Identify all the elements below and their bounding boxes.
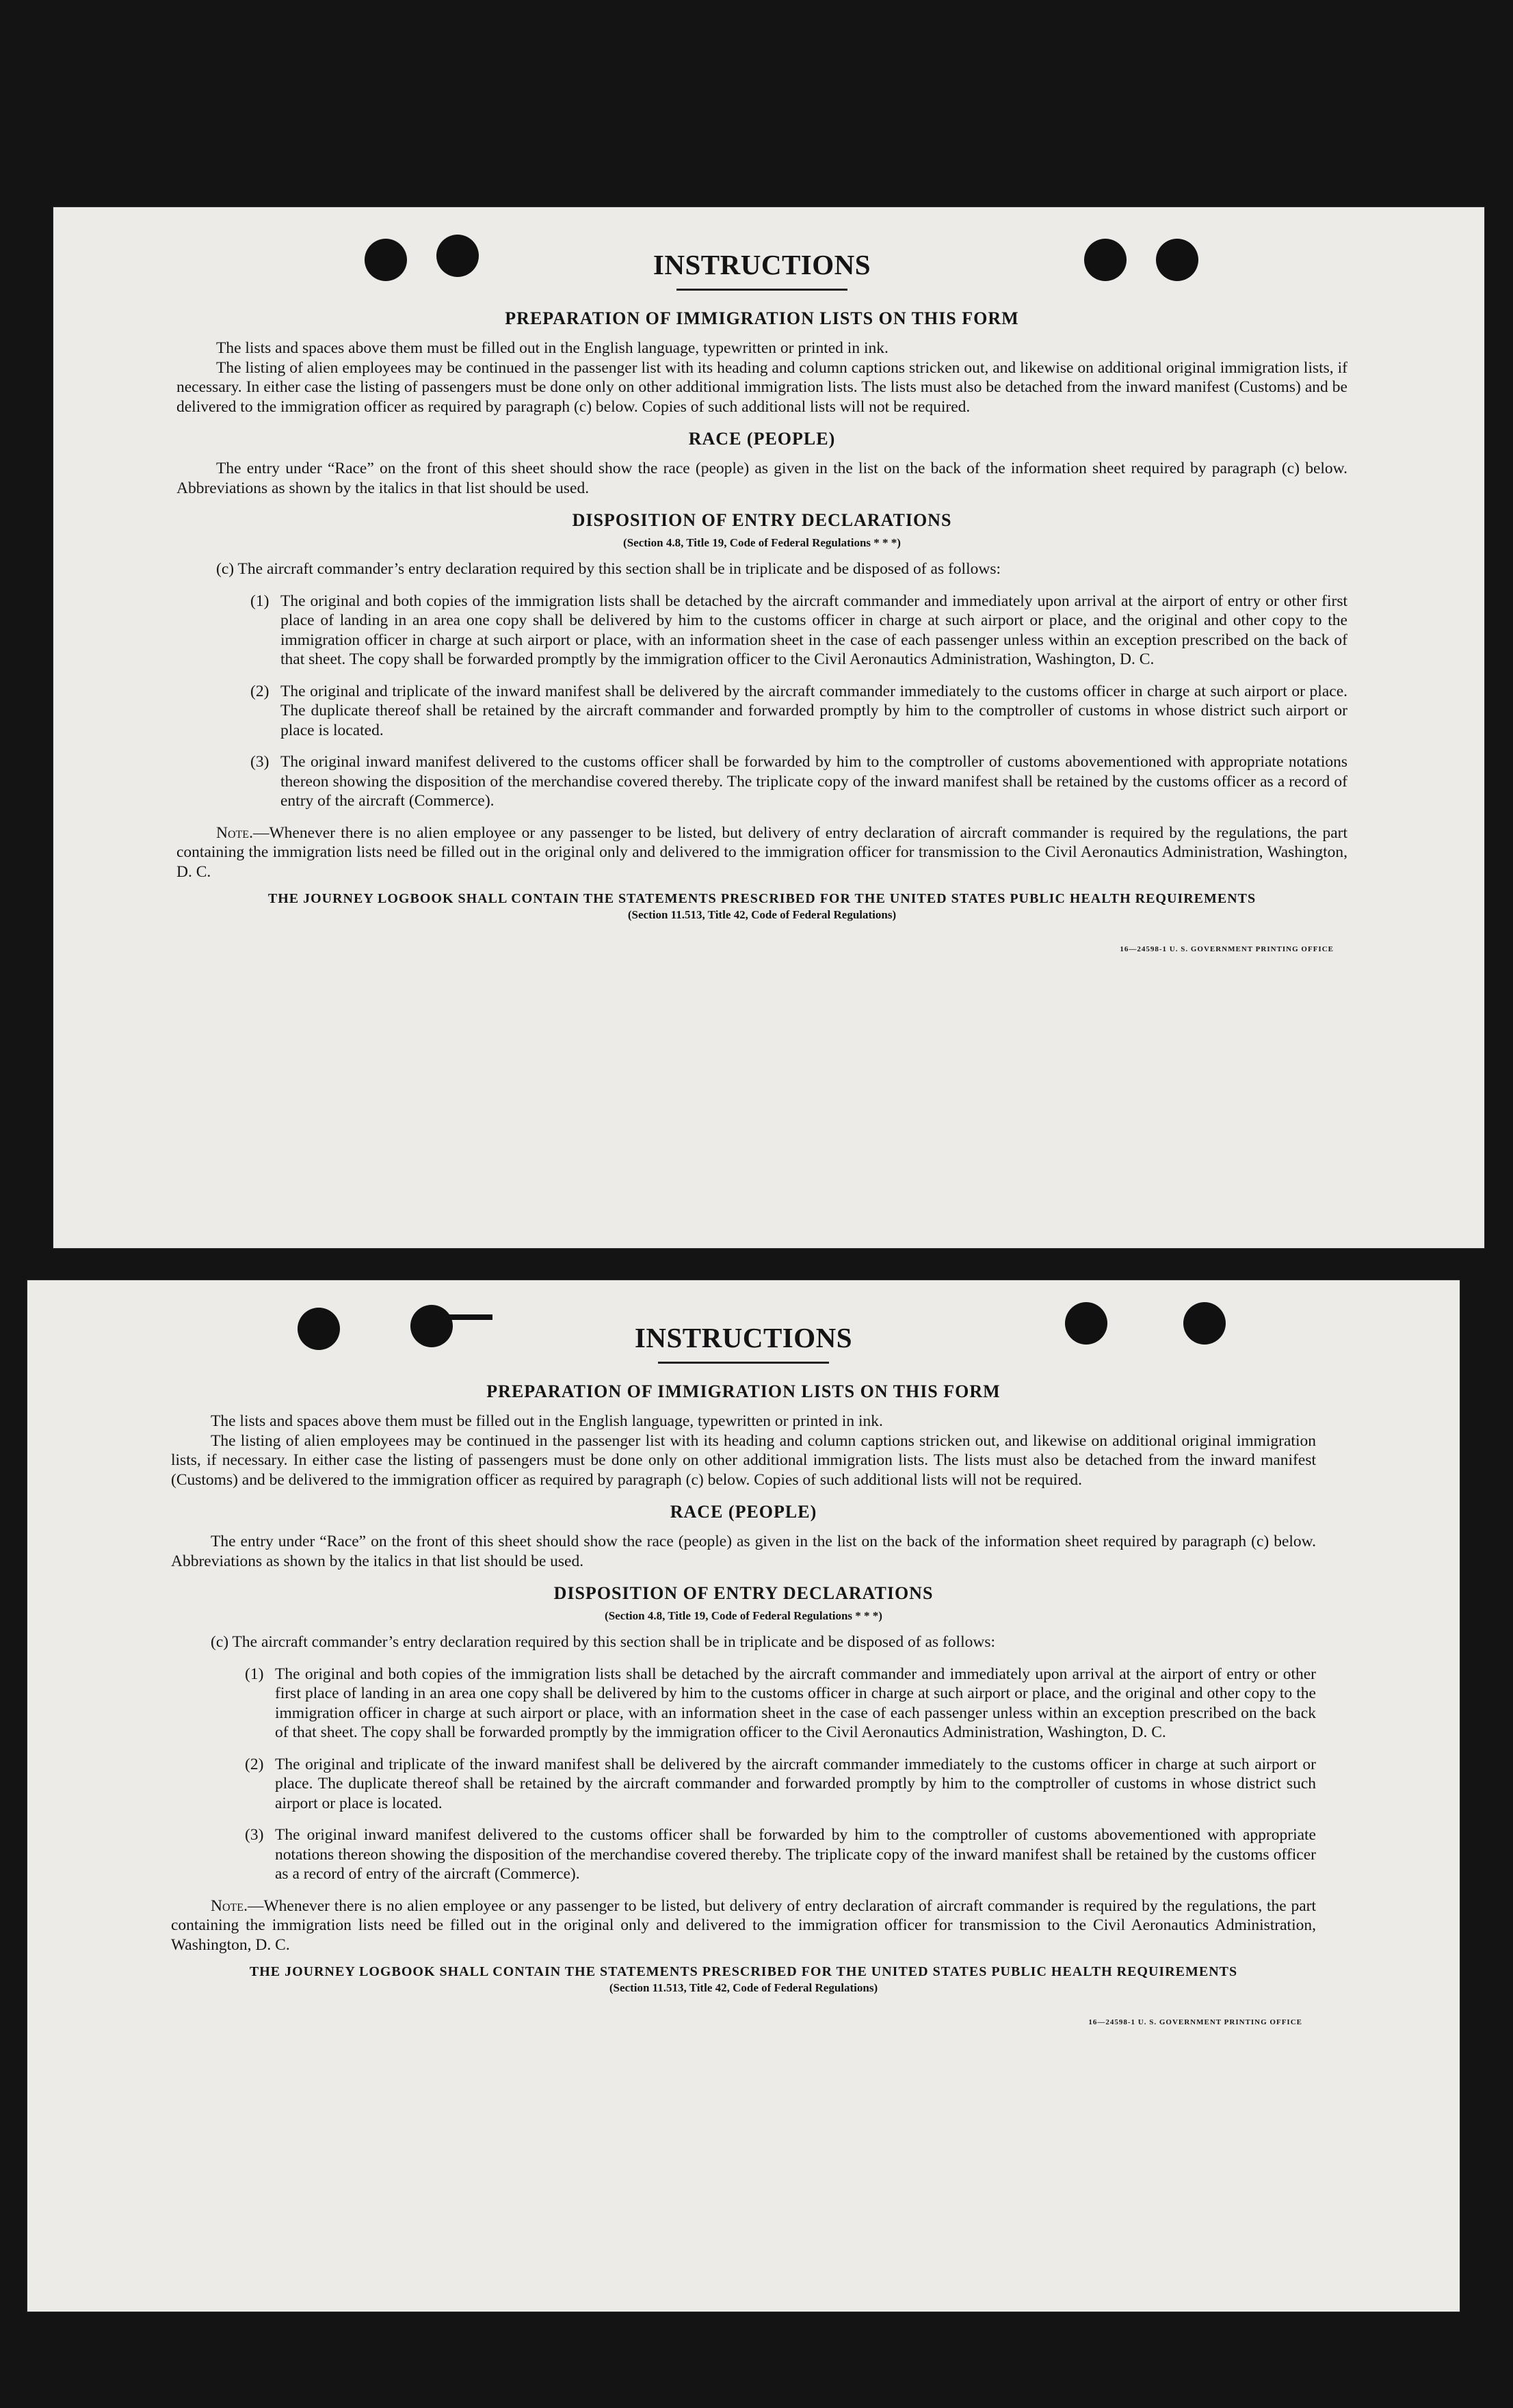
list-item (176, 592, 1347, 670)
race-paragraph: The entry under “Race” on the front of this sheet should show the race (people) as given in the list on the back of the information sheet required by paragraph (c) below. Abbreviations as shown by the italics in that list should be used. (171, 1533, 1316, 1570)
title-rule (658, 1362, 829, 1364)
list-item (176, 752, 1347, 811)
health-citation: (Section 11.513, Title 42, Code of Federal Regulations) (609, 1981, 878, 1995)
prep-paragraph-2: The listing of alien employees may be continued in the passenger list with its heading and column captions stricken out, and likewise on additional original immigration lists, if necessary. In either case the listing of passengers must be done only on other additional immigration lists. The lists must also be detached from the inward manifest (Customs) and be delivered to the immigration officer as required by paragraph (c) below. Copies of such additional lists will not be required. (171, 1431, 1316, 1489)
heading-preparation: PREPARATION OF IMMIGRATION LISTS ON THIS FORM (505, 308, 1019, 329)
disposition-citation: (Section 4.8, Title 19, Code of Federal Regulations * * *) (623, 536, 901, 550)
list-item-text: The original and triplicate of the inward manifest shall be delivered by the aircraft commander immediately to the customs officer in charge at such airport or place. The duplicate thereof shall be retained by the aircraft commander and forwarded promptly by him to the comptroller of customs in whose district such airport or place is located. (280, 682, 1347, 739)
list-item-text: The original inward manifest delivered to the customs officer shall be forwarded by him to the comptroller of customs abovementioned with appropriate notations thereon showing the disposition of the merchandise covered thereby. The triplicate copy of the inward manifest shall be retained by the customs officer as a record of entry of the aircraft (Commerce). (280, 753, 1347, 810)
health-requirements: THE JOURNEY LOGBOOK SHALL CONTAIN THE STATEMENTS PRESCRIBED FOR THE UNITED STATES PUBLIC HEALTH REQUIREMENTS (249, 1964, 1238, 1980)
list-item (171, 1825, 1316, 1884)
list-item-number: (2) (245, 1755, 264, 1773)
list-item-text: The original and both copies of the immigration lists shall be detached by the aircraft commander and immediately upon arrival at the airport of entry or other first place of landing in an area one copy shall be delivered by him to the customs officer in charge at such airport or place, and the original and other copy to the immigration officer in charge at such airport or place, with an information sheet in the case of each passenger unless within an exception prescribed on the back of that sheet. The copy shall be forwarded promptly by the immigration officer to the Civil Aeronautics Administration, Washington, D. C. (275, 1665, 1316, 1742)
heading-disposition: DISPOSITION OF ENTRY DECLARATIONS (553, 1583, 934, 1604)
printing-office-code: 16—24598-1 U. S. GOVERNMENT PRINTING OFFICE (1088, 2018, 1302, 2027)
list-item (171, 1755, 1316, 1814)
paragraph-c: (c) The aircraft commander’s entry declaration required by this section shall be in triplicate and be disposed of as follows: (216, 560, 1001, 579)
sheet-content (171, 1323, 1316, 2026)
heading-race: RACE (PEOPLE) (688, 429, 836, 449)
list-item-number: (2) (250, 682, 269, 700)
prep-paragraph-1: The lists and spaces above them must be filled out in the English language, typewritten or printed in ink. (216, 339, 889, 358)
note-text: —Whenever there is no alien employee or any passenger to be listed, but delivery of entry declaration of aircraft commander is required by the regulations, the part containing the immigration lists need be filled out in the original only and delivered to the immigration officer for transmission to the Civil Aeronautics Administration, Washington, D. C. (171, 1896, 1316, 1954)
sheet-content (176, 250, 1347, 953)
list-item-text: The original and both copies of the immigration lists shall be detached by the aircraft commander and immediately upon arrival at the airport of entry or other first place of landing in an area one copy shall be delivered by him to the customs officer in charge at such airport or place, and the original and other copy to the immigration officer in charge at such airport or place, with an information sheet in the case of each passenger unless within an exception prescribed on the back of that sheet. The copy shall be forwarded promptly by the immigration officer to the Civil Aeronautics Administration, Washington, D. C. (280, 592, 1347, 669)
list-item-number: (1) (245, 1665, 264, 1683)
note-paragraph (176, 823, 1347, 882)
note-paragraph (171, 1896, 1316, 1955)
heading-disposition: DISPOSITION OF ENTRY DECLARATIONS (572, 510, 952, 531)
list-item-number: (3) (245, 1826, 264, 1844)
prep-paragraph-2: The listing of alien employees may be continued in the passenger list with its heading and column captions stricken out, and likewise on additional original immigration lists, if necessary. In either case the listing of passengers must be done only on other additional immigration lists. The lists must also be detached from the inward manifest (Customs) and be delivered to the immigration officer as required by paragraph (c) below. Copies of such additional lists will not be required. (176, 358, 1347, 416)
instruction-sheet-top (53, 207, 1484, 1248)
page-title: INSTRUCTIONS (634, 1322, 853, 1353)
list-item-number: (1) (250, 592, 269, 610)
note-lead: Note. (216, 823, 253, 842)
list-item (171, 1665, 1316, 1743)
list-item (176, 682, 1347, 741)
disposition-citation: (Section 4.8, Title 19, Code of Federal Regulations * * *) (605, 1609, 882, 1623)
health-citation: (Section 11.513, Title 42, Code of Federal Regulations) (627, 908, 897, 922)
printing-office-code: 16—24598-1 U. S. GOVERNMENT PRINTING OFFICE (1120, 945, 1334, 954)
page-title: INSTRUCTIONS (653, 249, 871, 280)
list-item-text: The original inward manifest delivered to the customs officer shall be forwarded by him to the comptroller of customs abovementioned with appropriate notations thereon showing the disposition of the merchandise covered thereby. The triplicate copy of the inward manifest shall be retained by the customs officer as a record of entry of the aircraft (Commerce). (275, 1826, 1316, 1883)
heading-race: RACE (PEOPLE) (670, 1502, 817, 1522)
list-item-text: The original and triplicate of the inward manifest shall be delivered by the aircraft commander immediately to the customs officer in charge at such airport or place. The duplicate thereof shall be retained by the aircraft commander and forwarded promptly by him to the comptroller of customs in whose district such airport or place is located. (275, 1755, 1316, 1812)
race-paragraph: The entry under “Race” on the front of this sheet should show the race (people) as given in the list on the back of the information sheet required by paragraph (c) below. Abbreviations as shown by the italics in that list should be used. (176, 460, 1347, 497)
health-requirements: THE JOURNEY LOGBOOK SHALL CONTAIN THE STATEMENTS PRESCRIBED FOR THE UNITED STATES PUBLIC HEALTH REQUIREMENTS (267, 891, 1257, 907)
note-text: —Whenever there is no alien employee or any passenger to be listed, but delivery of entry declaration of aircraft commander is required by the regulations, the part containing the immigration lists need be filled out in the original only and delivered to the immigration officer for transmission to the Civil Aeronautics Administration, Washington, D. C. (176, 823, 1347, 881)
note-lead: Note. (211, 1896, 248, 1915)
heading-preparation: PREPARATION OF IMMIGRATION LISTS ON THIS FORM (486, 1381, 1001, 1402)
list-item-number: (3) (250, 753, 269, 771)
instruction-sheet-bottom (27, 1280, 1460, 2312)
paragraph-c: (c) The aircraft commander’s entry declaration required by this section shall be in triplicate and be disposed of as follows: (211, 1633, 995, 1652)
torn-mark-icon (445, 1314, 492, 1320)
title-rule (676, 289, 847, 291)
prep-paragraph-1: The lists and spaces above them must be filled out in the English language, typewritten or printed in ink. (211, 1412, 883, 1431)
